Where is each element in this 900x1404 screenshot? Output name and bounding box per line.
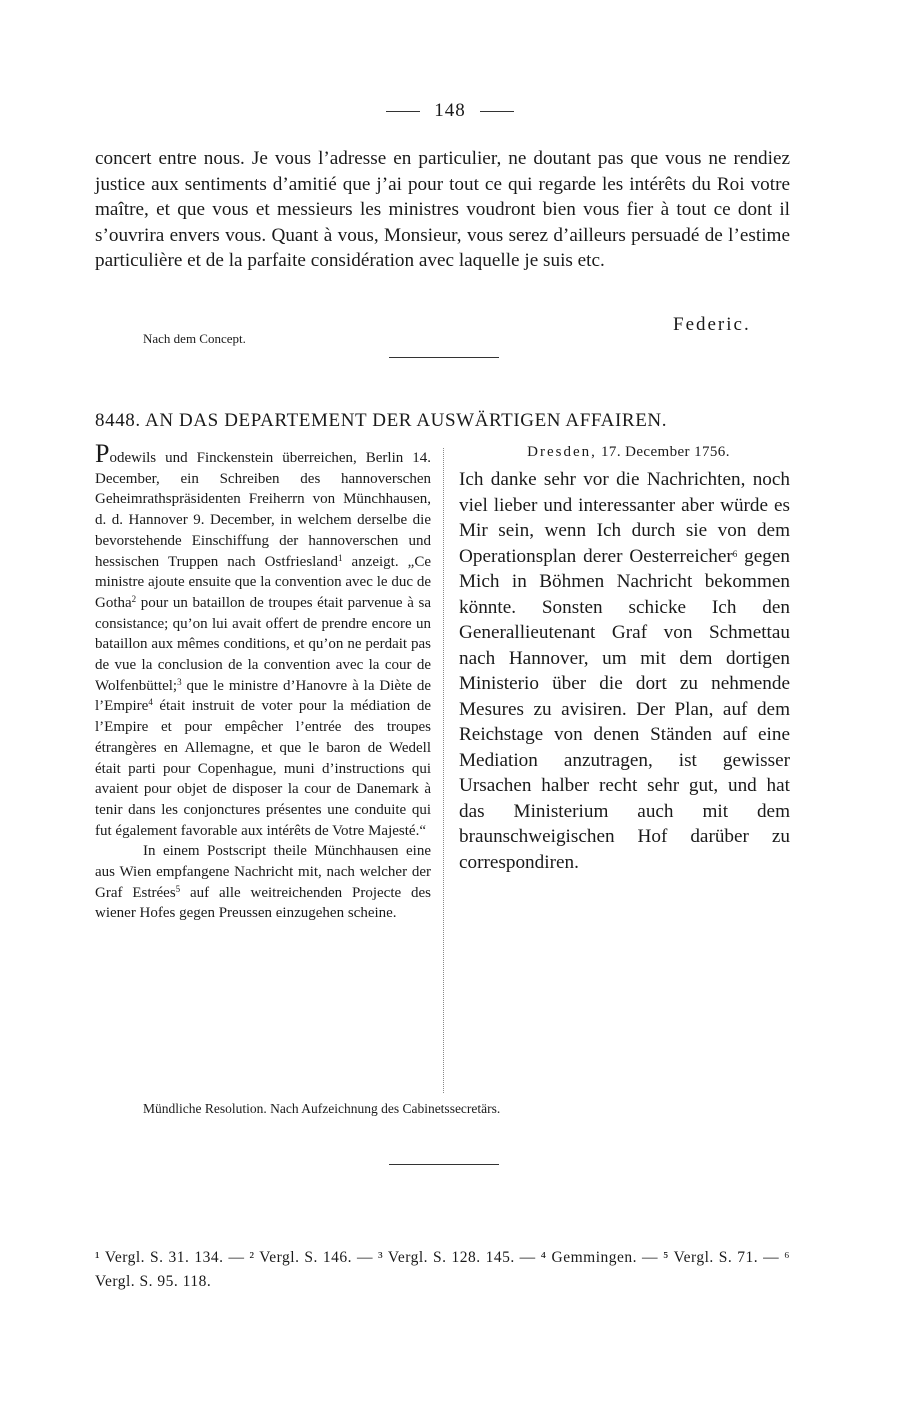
resolution-column: [459, 444, 790, 875]
footnote-ref-3: 3: [177, 676, 182, 687]
footnote-ref-5: 5: [175, 883, 181, 894]
resolution-note: Mündliche Resolution. Nach Aufzeichnung des Cabinetssecretärs.: [143, 1101, 501, 1116]
page-header: [0, 100, 900, 122]
resolution-text: Ich danke sehr vor die Nachrichten, noch viel lieber und interessanter aber würde es Mir sein, wenn Ich durch sie von dem Operationsplan derer Oesterreicher$^6$ gegen Mich in Böhmen Nachricht bekommen könnte. Sonsten schicke Ich den Generallieutenant Graf von Schmettau nach Hannover, um mit dem dortigen Ministerio über die dort zu nehmende Mesures zu avisiren. Der Plan, auf dem Reichstage von denen Ständen auf eine Mediation anzutragen, ist gewisser Ursachen halber recht sehr gut, und hat das Ministerium auch mit dem braunschweigischen Hof darüber zu correspondiren.: [459, 469, 790, 873]
header-dash-left: [386, 111, 420, 112]
footnote-ref-2: 2: [131, 593, 137, 604]
page-number: 148: [434, 100, 466, 121]
date-line: [467, 444, 790, 461]
date-text: 17. December 1756.: [596, 444, 730, 460]
summary-paragraph-2: In einem Postscript theile Münchhausen eine aus Wien empfangene Nachricht mit, nach welcher der Graf Estrées$^5$ auf alle weitreichenden Projecte des wiener Hofes gegen Preussen einzugehen scheine.: [95, 843, 432, 922]
signature: Federic.: [673, 314, 751, 335]
header-dash-right: [480, 111, 514, 112]
section-rule-bottom: [389, 1164, 499, 1165]
footnote-ref-4: 4: [148, 697, 153, 708]
previous-letter-ending: concert entre nous. Je vous l’adresse en particulier, ne doutant pas que vous ne rendiez justice aux sentiments d’amitié que j’ai pour tout ce qui regarde les intérêts du Roi votre maître, et que vous et messieurs les ministres voudront bien vous fier à tout ce dont il s’ouvrira envers vous. Quant à vous, Monsieur, vous serez d’ailleurs persuadé de l’estime particulière et de la parfaite considération avec laquelle je suis etc.: [95, 148, 790, 272]
footnote-ref-1: 1: [337, 552, 343, 563]
summary-paragraph-1: Podewils und Finckenstein überreichen, Berlin 14. December, ein Schreiben des hannoverschen Geheimrathspräsidenten Freiherrn von Münchhausen, d. d. Hannover 9. December, in welchem derselbe die bevorstehende Einschiffung der hannoverschen und hessischen Truppen nach Ostfriesland$^1$ anzeigt. „Ce ministre ajoute ensuite que la convention avec le duc de Gotha$^2$ pour un bataillon de troupes était parvenue à sa consistance; qu’on lui avait offert de prendre encore un bataillon aux mêmes conditions, et qu’on ne perdait pas de vue la conclusion de la convention avec la cour de Wolfenbüttel;$^3$ que le ministre d’Hanovre à la Diète de l’Empire$^4$ était instruit de voter pour la médiation de l’Empire et pour empêcher l’entrée des troupes étrangères en Allemagne, et que le baron de Wedell était parti pour Copenhague, muni d’instructions qui avaient pour objet de disposer la cour de Danemark à tenir dans les conjonctures présentes une conduite qui fut également favorable aux intérêts de Votre Majesté.“: [95, 439, 431, 839]
column-divider: [443, 448, 444, 1093]
source-note: Nach dem Concept.: [143, 331, 246, 346]
section-rule-top: [389, 357, 499, 358]
drop-cap: P: [95, 439, 110, 468]
footnotes: ¹ Vergl. S. 31. 134. — ² Vergl. S. 146. — ³ Vergl. S. 128. 145. — ⁴ Gemmingen. — ⁵ Vergl. S. 71. — ⁶ Vergl. S. 95. 118.: [95, 1249, 790, 1290]
summary-column: [95, 439, 432, 924]
footnote-ref-6: 6: [732, 548, 738, 559]
document-heading: 8448. AN DAS DEPARTEMENT DER AUSWÄRTIGEN AFFAIREN.: [95, 410, 668, 431]
date-place: Dresden,: [527, 444, 597, 460]
